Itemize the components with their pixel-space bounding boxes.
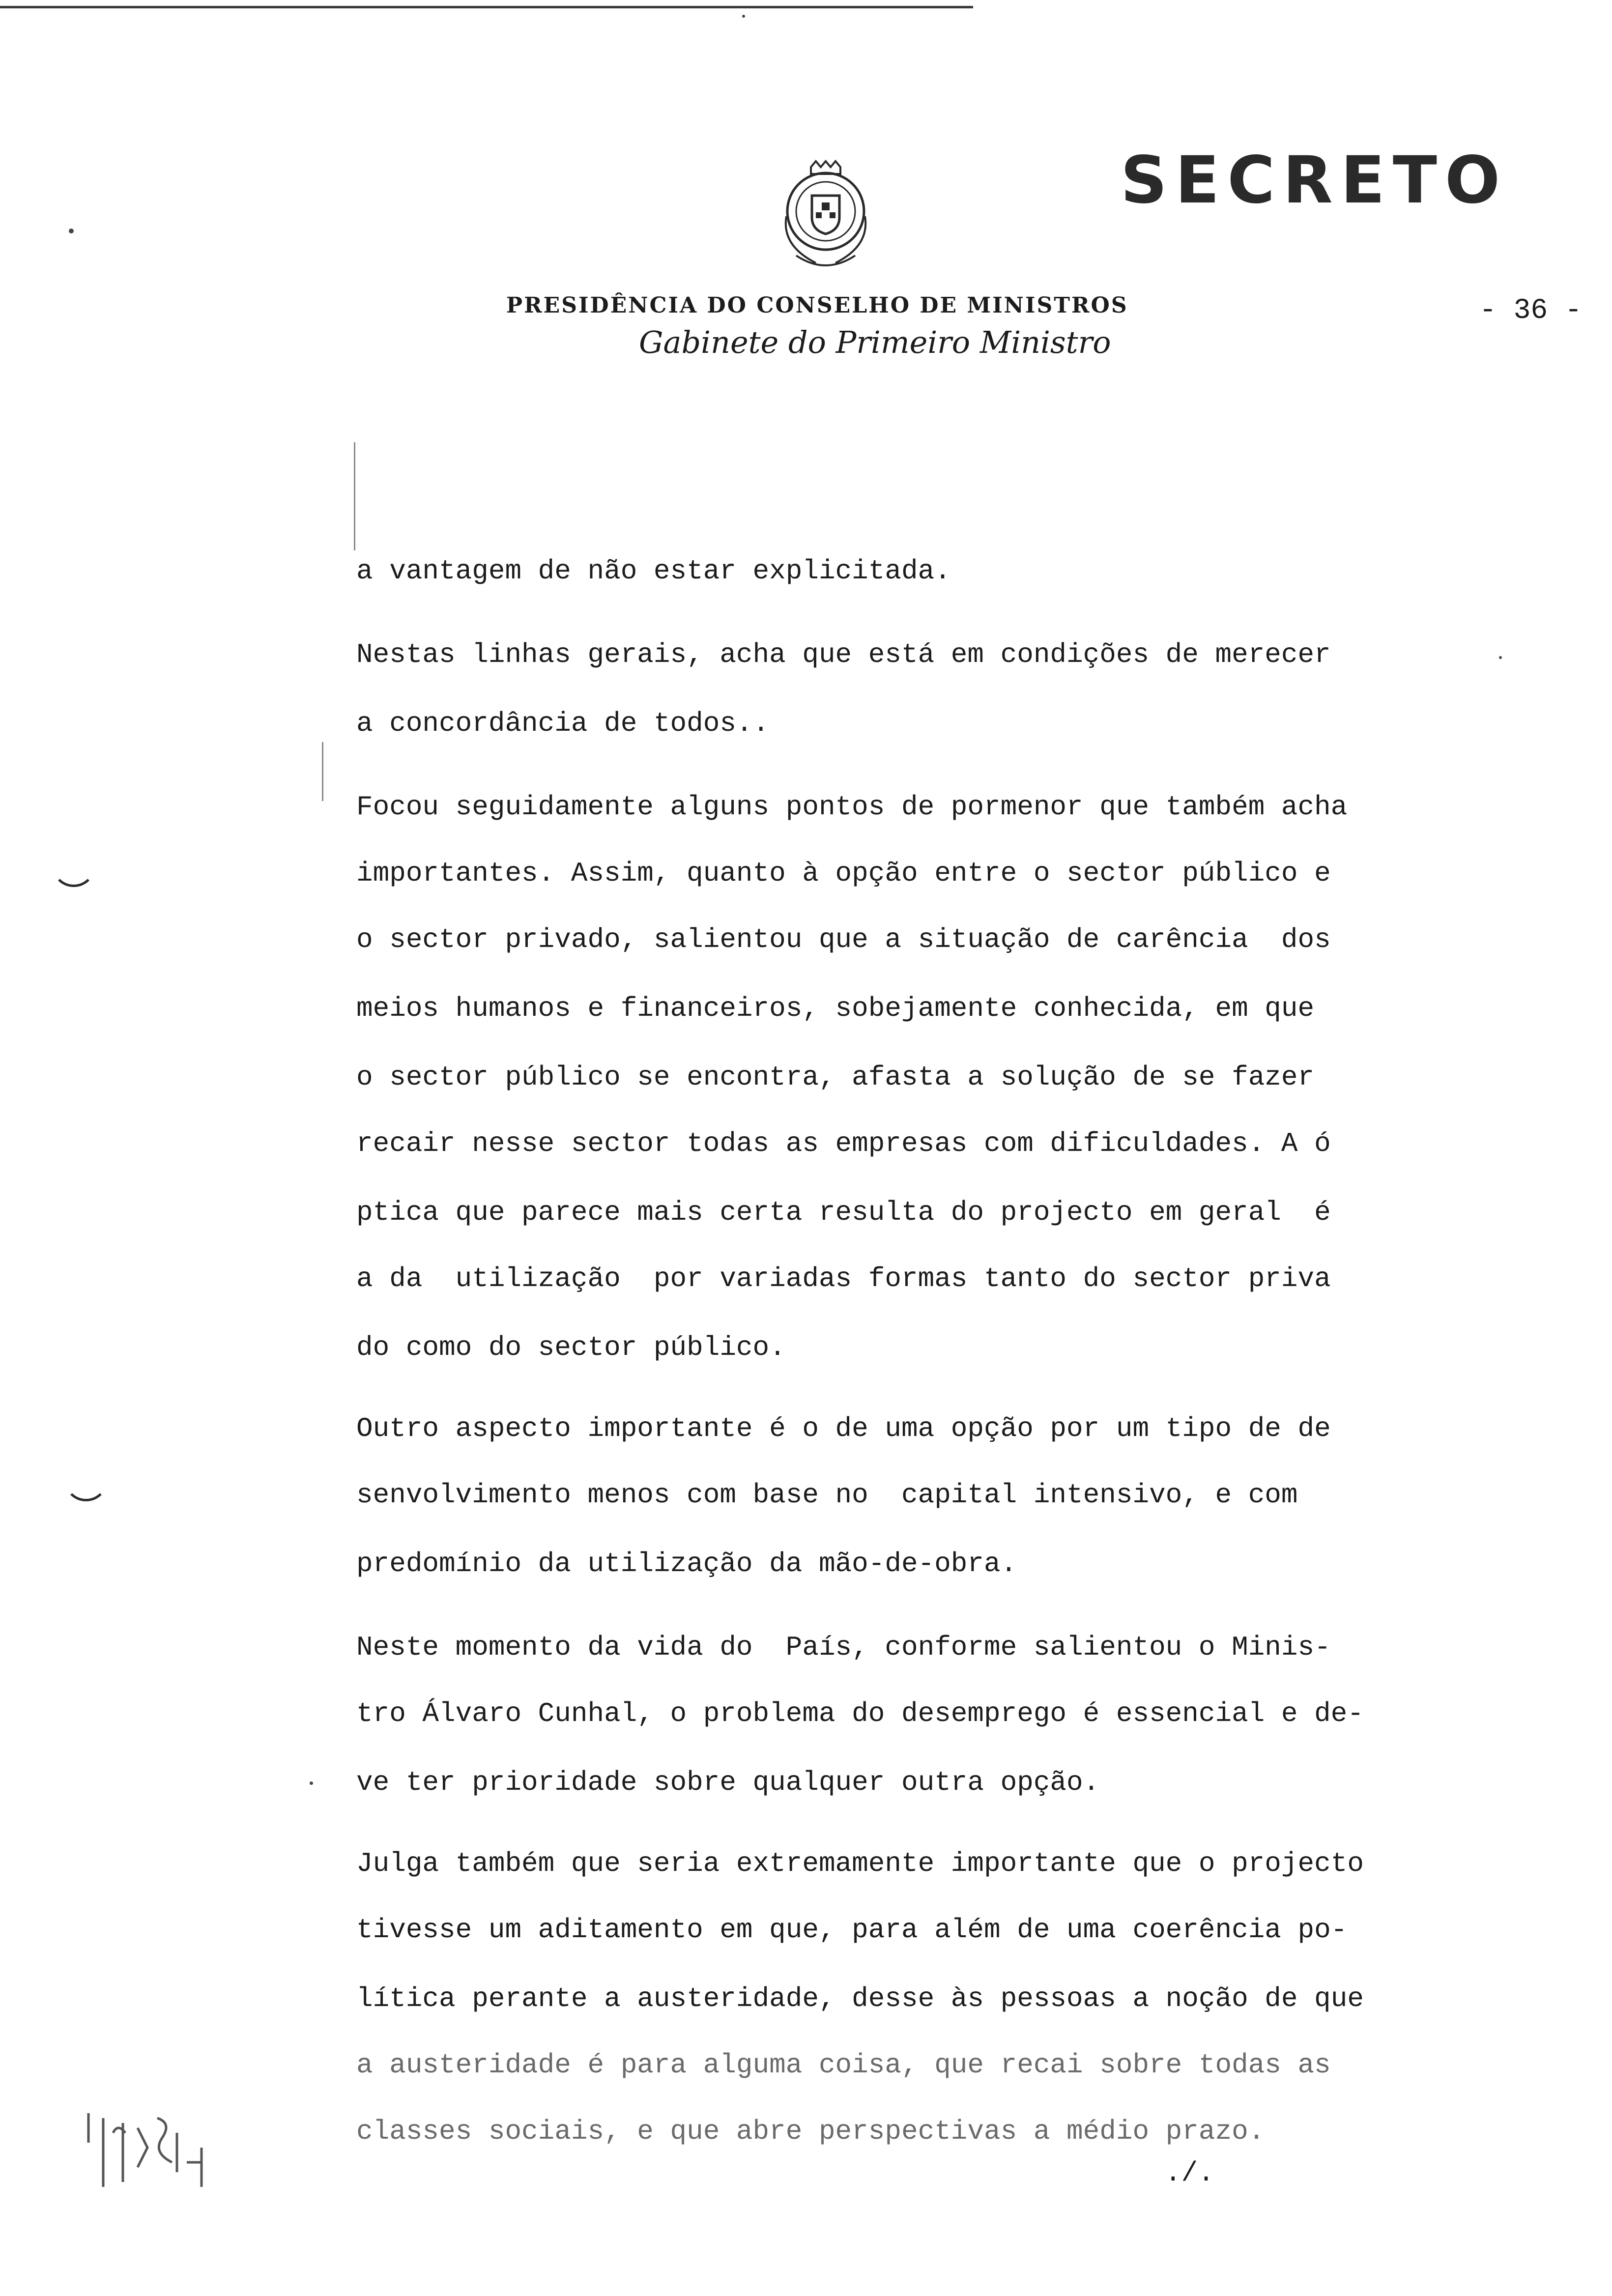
body-line: a austeridade é para alguma coisa, que recai sobre todas as	[356, 2049, 1331, 2081]
body-line: meios humanos e financeiros, sobejamente conhecida, em que	[356, 993, 1315, 1024]
body-line: Julga também que seria extremamente importante que o projecto	[356, 1848, 1364, 1879]
body-line: lítica perante a austeridade, desse às pessoas a noção de que	[356, 1983, 1364, 2014]
body-line: Nestas linhas gerais, acha que está em condições de merecer	[356, 639, 1331, 670]
margin-dot	[742, 15, 745, 18]
body-line: a da utilização por variadas formas tanto do sector priva	[356, 1263, 1331, 1294]
margin-line	[322, 742, 323, 801]
body-line: classes sociais, e que abre perspectivas a médio prazo.	[356, 2116, 1265, 2147]
top-rule	[0, 6, 973, 8]
body-line: o sector privado, salientou que a situação de carência dos	[356, 924, 1331, 955]
body-line: predomínio da utilização da mão-de-obra.	[356, 1548, 1017, 1579]
body-line: tivesse um aditamento em que, para além de uma coerência po-	[356, 1914, 1348, 1946]
classification-stamp: SECRETO	[1121, 143, 1508, 218]
handwritten-scribble-mark	[84, 2103, 246, 2202]
margin-dot	[310, 1781, 313, 1785]
margin-dot	[69, 229, 74, 233]
body-line: tro Álvaro Cunhal, o problema do desemprego é essencial e de-	[356, 1698, 1364, 1729]
body-line: Neste momento da vida do País, conforme salientou o Minis-	[356, 1632, 1331, 1663]
body-line: Outro aspecto importante é o de uma opção por um tipo de de	[356, 1413, 1331, 1444]
body-line: ptica que parece mais certa resulta do projecto em geral é	[356, 1197, 1331, 1228]
body-line: do como do sector público.	[356, 1332, 786, 1363]
body-line: senvolvimento menos com base no capital intensivo, e com	[356, 1479, 1298, 1511]
portuguese-coat-of-arms-icon	[767, 157, 885, 280]
body-line: a vantagem de não estar explicitada.	[356, 555, 951, 587]
body-line: ve ter prioridade sobre qualquer outra opção.	[356, 1767, 1100, 1798]
binder-hole-mark	[64, 1479, 108, 1501]
body-line: recair nesse sector todas as empresas com dificuldades. A ó	[356, 1128, 1331, 1159]
header-subtitle: Gabinete do Primeiro Ministro	[639, 324, 1111, 360]
continuation-mark: ./.	[1165, 2157, 1214, 2189]
page-number: - 36 -	[1479, 295, 1582, 327]
header-title: PRESIDÊNCIA DO CONSELHO DE MINISTROS	[506, 293, 1128, 318]
margin-dot	[1499, 656, 1502, 659]
body-line: importantes. Assim, quanto à opção entre o sector público e	[356, 858, 1331, 889]
body-line: Focou seguidamente alguns pontos de pormenor que também acha	[356, 791, 1348, 823]
body-line: o sector público se encontra, afasta a solução de se fazer	[356, 1062, 1315, 1093]
binder-hole-mark	[52, 865, 96, 887]
body-line: a concordância de todos..	[356, 708, 770, 739]
margin-line	[354, 442, 355, 550]
